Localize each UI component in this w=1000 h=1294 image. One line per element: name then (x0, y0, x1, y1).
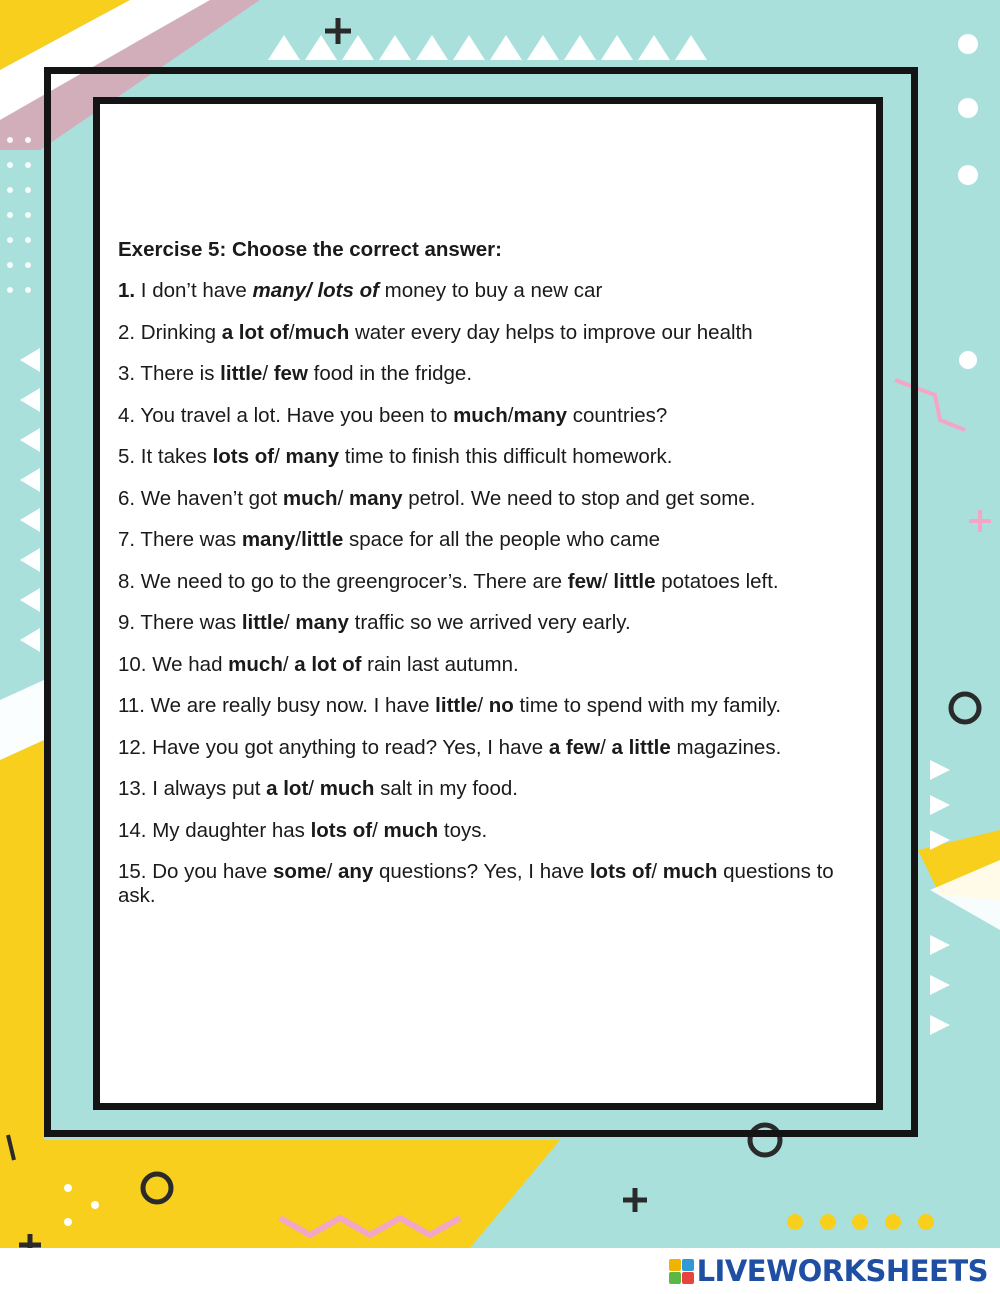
question-text: questions? Yes, I have (373, 860, 590, 883)
answer-option: little (220, 362, 263, 385)
answer-option: much (294, 320, 350, 344)
question-text: salt in my food. (374, 777, 518, 800)
question-text: 13. I always put (118, 777, 267, 800)
question-text: 10. We had (118, 652, 229, 676)
plus-icon-pink (969, 510, 991, 532)
question-text: / (262, 362, 274, 385)
question-text: 7. There was (118, 528, 242, 551)
triangle-row-top (268, 35, 707, 60)
question-text: 9. There was (118, 611, 242, 634)
question-text: / (337, 486, 349, 510)
question-text: toys. (438, 818, 488, 842)
answer-option: lots of (310, 818, 373, 842)
question-text: 6. We haven’t got (118, 486, 283, 510)
question-text: / (288, 320, 295, 344)
answer-option: little (613, 569, 656, 593)
answer-option: much (228, 652, 283, 676)
question-text: / (308, 777, 320, 800)
liveworksheets-logo (669, 1253, 988, 1289)
question-item (118, 362, 870, 386)
logo-mark-square (669, 1272, 681, 1284)
answer-option: a few (548, 735, 601, 759)
question-text: / (651, 860, 663, 883)
answer-option: many (513, 403, 568, 427)
answer-option: a lot (266, 777, 309, 800)
answer-option: any (337, 860, 374, 883)
question-item (118, 694, 870, 718)
answer-option: some (273, 860, 327, 883)
logo-mark-square (682, 1259, 694, 1271)
question-text: space for all the people who came (343, 528, 661, 551)
question-text: petrol. We need to stop and get some. (402, 486, 756, 510)
question-text: 11. We are really busy now. I have (118, 694, 436, 717)
answer-option: lots of (212, 445, 275, 468)
answer-option: much (453, 403, 508, 427)
question-text: magazines. (670, 735, 782, 759)
plus-icon-bottom (623, 1188, 647, 1212)
logo-mark-square (682, 1272, 694, 1284)
question-item (118, 611, 870, 635)
question-text: water every day helps to improve our health (349, 320, 753, 344)
answer-option: many (285, 445, 340, 468)
question-list (118, 279, 870, 908)
answer-option: much (383, 818, 439, 842)
question-item (118, 487, 870, 511)
answer-option: many (241, 528, 296, 551)
question-item (118, 570, 870, 594)
question-text: traffic so we arrived very early. (348, 611, 631, 634)
question-text: 2. Drinking (118, 320, 222, 344)
question-text: countries? (567, 403, 668, 427)
question-text: / (283, 611, 296, 634)
question-text: 5. It takes (118, 445, 213, 468)
answer-option: few (567, 569, 602, 593)
question-text: time to spend with my family. (513, 694, 782, 717)
question-item (118, 279, 870, 303)
answer-option: much (282, 486, 338, 510)
question-text: / (507, 403, 514, 427)
question-text: time to finish this difficult homework. (339, 445, 673, 468)
answer-option: a lot of (221, 320, 289, 344)
plus-icon-top (325, 18, 351, 44)
answer-option: a lot of (294, 652, 362, 676)
exercise-title: Exercise 5: Choose the correct answer: (118, 238, 502, 261)
question-text: 3. There is (118, 362, 221, 385)
question-item (118, 777, 870, 801)
answer-option: many/ lots of (252, 279, 379, 302)
question-text: food in the fridge. (307, 362, 473, 385)
question-text: / (477, 694, 489, 717)
question-text: / (372, 818, 384, 842)
question-text: 15. Do you have (118, 860, 273, 883)
question-item (118, 321, 870, 345)
answer-option: lots of (589, 860, 652, 883)
triangle-column-left (20, 348, 40, 652)
question-text: potatoes left. (655, 569, 779, 593)
answer-option: few (273, 362, 308, 385)
question-text: 14. My daughter has (118, 818, 311, 842)
question-text: 4. You travel a lot. Have you been to (118, 403, 454, 427)
question-text: / (326, 860, 338, 883)
question-item (118, 860, 870, 908)
question-item (118, 653, 870, 677)
answer-option: no (488, 694, 514, 717)
answer-option: 1. (118, 279, 136, 302)
answer-option: many (295, 611, 349, 634)
question-text: / (601, 569, 614, 593)
question-text: I don’t have (135, 279, 253, 302)
question-item (118, 528, 870, 552)
logo-mark-icon (669, 1259, 694, 1284)
question-text: 8. We need to go to the greengrocer’s. There are (118, 569, 568, 593)
dot-pattern-left (7, 137, 31, 293)
answer-option: much (319, 777, 375, 800)
question-text: rain last autumn. (361, 652, 519, 676)
answer-option: much (662, 860, 718, 883)
question-text: / (600, 735, 612, 759)
question-item (118, 445, 870, 469)
question-text: money to buy a new car (378, 279, 603, 302)
question-text: / (274, 445, 286, 468)
logo-mark-square (669, 1259, 681, 1271)
answer-option: little (241, 611, 284, 634)
logo-text: LIVEWORKSHEETS (696, 1254, 988, 1288)
answer-option: little (301, 528, 344, 551)
dot-pattern-right (958, 34, 978, 369)
question-item (118, 736, 870, 760)
question-item (118, 404, 870, 428)
answer-option: a little (611, 735, 671, 759)
question-text: questions to ask. (118, 860, 834, 907)
ring-icon-right (951, 694, 979, 722)
answer-option: many (348, 486, 403, 510)
answer-option: little (435, 694, 478, 717)
exercise-content (118, 238, 870, 926)
dot-pattern-bottom (787, 1214, 934, 1230)
question-text: 12. Have you got anything to read? Yes, I have (118, 735, 549, 759)
question-item (118, 819, 870, 843)
question-text: / (295, 528, 302, 551)
question-text: / (282, 652, 295, 676)
